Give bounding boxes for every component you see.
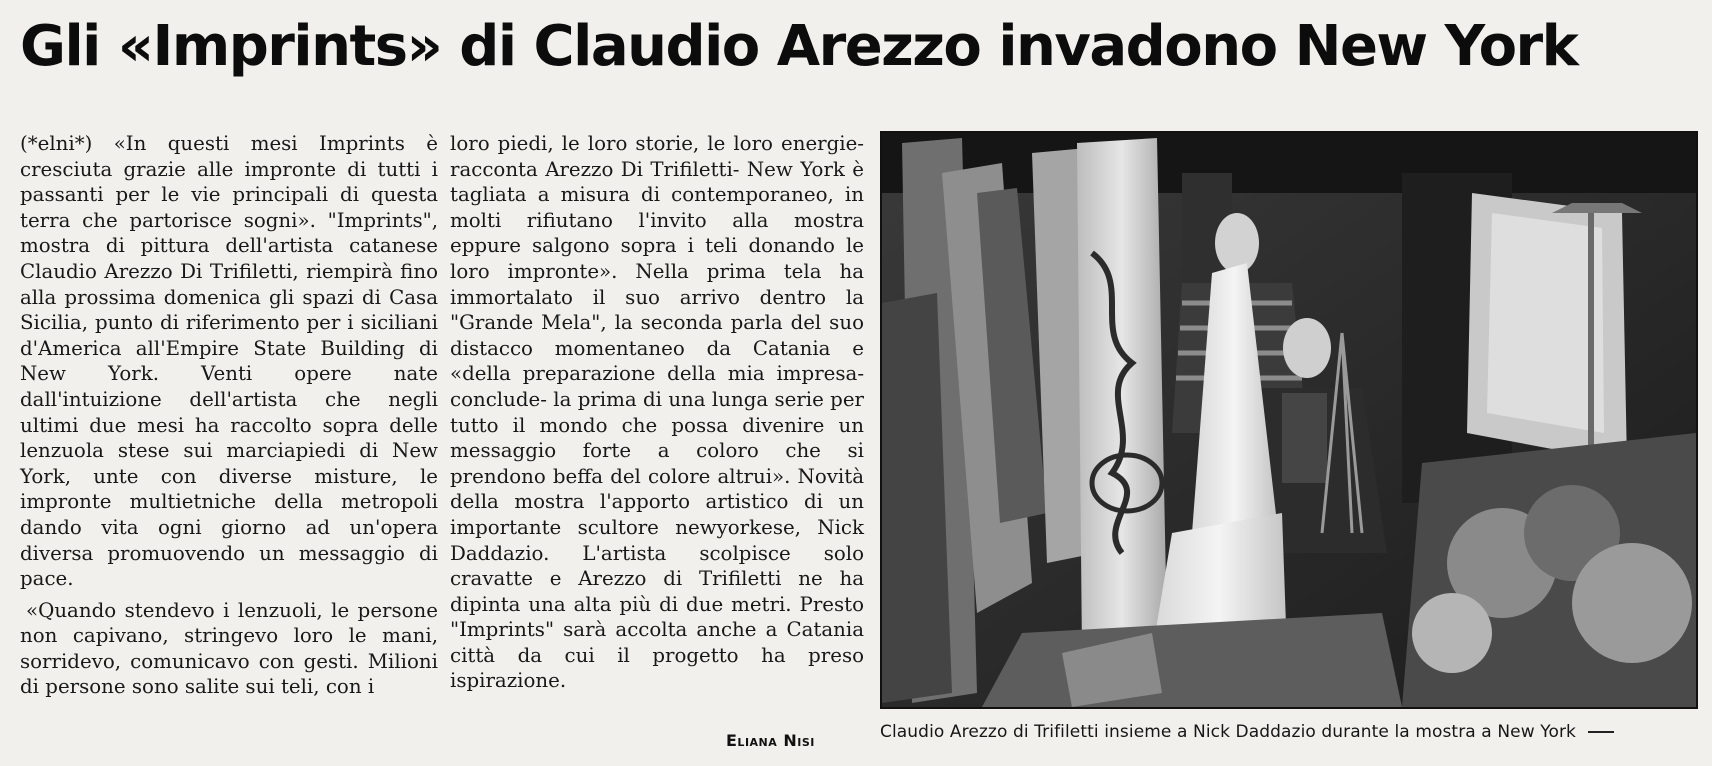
article-column-1: [20, 131, 438, 700]
article-photo: [880, 131, 1698, 709]
article-column-2: [450, 131, 864, 694]
caption-text: Claudio Arezzo di Trifiletti insieme a Nick Daddazio durante la mostra a New York: [880, 722, 1576, 742]
caption-rule: [1588, 731, 1614, 733]
photo-caption: [880, 722, 1710, 742]
article-paragraph: «Quando stendevo i lenzuoli, le persone non capivano, stringevo loro le mani, sorridevo, comunicavo con gesti. Milioni di persone sono salite sui teli, con i: [20, 598, 438, 699]
article-paragraph: loro piedi, le loro storie, le loro energie- racconta Arezzo Di Trifiletti- New York è tagliata a misura di contemporaneo, in molti rifiutano l'invito alla mostra eppure salgono sopra i teli donando le loro impronte». Nella prima tela ha immortalato il suo arrivo dentro la "Grande Mela", la seconda parla del suo distacco momentaneo da Catania e «della preparazione della mia impresa-conclude- la prima di una lunga serie per tutto il mondo che possa divenire un messaggio forte a coloro che si prendono beffa del colore altrui». Novità della mostra l'apporto artistico di un importante scultore newyorkese, Nick Daddazio. L'artista scolpisce solo cravatte e Arezzo di Trifiletti ne ha dipinta una alta più di due metri. Presto "Imprints" sarà accolta anche a Catania città da cui il progetto ha preso ispirazione.: [450, 132, 864, 693]
article-paragraph: (*elni*) «In questi mesi Imprints è cresciuta grazie alle impronte di tutti i passanti per le vie principali di questa terra che partorisce sogni». "Imprints", mostra di pittura dell'artista catanese Claudio Arezzo Di Trifiletti, riempirà fino alla prossima domenica gli spazi di Casa Sicilia, punto di riferimento per i siciliani d'America all'Empire State Building di New York. Venti opere nate dall'intuizione dell'artista che negli ultimi due mesi ha raccolto sopra delle lenzuola stese sui marciapiedi di New York, unte con diverse misture, le impronte multietniche della metropoli dando vita ogni giorno ad un'opera diversa promuovendo un messaggio di pace.: [20, 132, 438, 591]
photo-image: [882, 133, 1696, 707]
byline: Eliana Nisi: [726, 731, 815, 750]
headline: Gli «Imprints» di Claudio Arezzo invadono New York: [20, 14, 1578, 79]
